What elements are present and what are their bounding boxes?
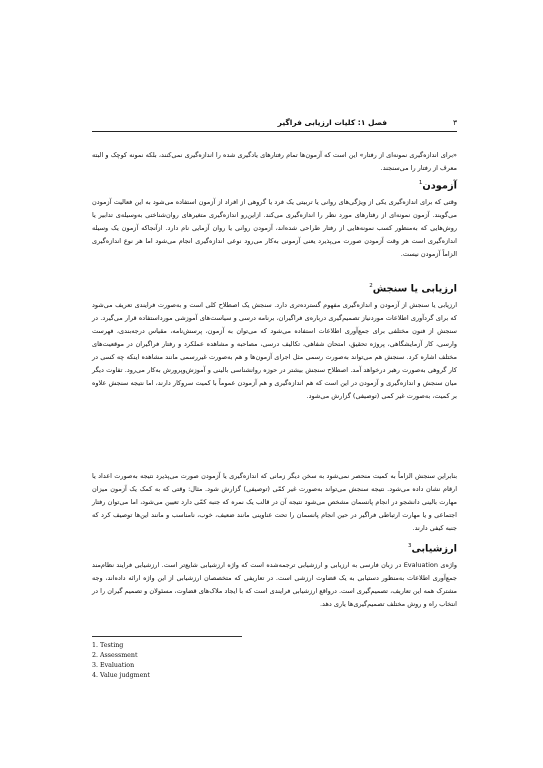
footnote-rule xyxy=(92,636,242,637)
test-paragraph: وقتی که برای اندازه‌گیری یکی از ویژگی‌های روانی یا تربیتی یک فرد یا گروهی از افراد از آزمون استفاده می‌شود به این فعالیت آزمودن می‌گویند. آزمون نمونه‌ای از رفتارهای مورد نظر را اندازه‌گیری می‌کند. ازاین‌رو اندازه‌گیری متغیرهای روان‌شناختی به‌وسیله‌ی تدابیر یا روش‌هایی که به‌منظور کسب نمونه‌هایی از رفتار طراحی شده‌اند، آزمودن روانی یا روان آزمایی نام دارد. ازآنجاکه آزمون یک وسیله اندازه‌گیری است هر وقت آزمودن صورت می‌پذیرد یعنی آزمونی به‌کار می‌رود نوعی اندازه‌گیری انجام می‌شود اما هر نوع اندازه‌گیری الزاماً آزمودن نیست. xyxy=(92,198,457,258)
footnotes xyxy=(92,641,150,681)
assessment-paragraph-2: بنابراین سنجش الزاماً به کمیت منحصر نمی‌شود به سخن دیگر زمانی که اندازه‌گیری یا آزمودن صورت می‌پذیرد نتیجه به‌صورت اعداد یا ارقام نشان داده می‌شود. نتیجه سنجش می‌تواند به‌صورت غیر کمّی (توصیفی) گزارش شود. مثال: وقتی که به کمک یک آزمون میزان مهارت بالینی دانشجو در انجام پانسمان مشخص می‌شود نتیجه آن در قالب یک نمره که جنبه کمّی دارد تعیین می‌شود، اما می‌توان رفتار اجتماعی و یا مهارت ارتباطی فراگیر در حین انجام پانسمان را تحت عناوینی مانند ضعیف، خوب، نامناسب و مانند این‌ها توصیف کرد که جنبه کیفی دارند. xyxy=(92,472,457,532)
heading-test-text: آزمودن xyxy=(422,180,457,192)
footnote-ref-2: 2 xyxy=(369,283,373,289)
evaluation-paragraph: واژه‌ی Evaluation در زبان فارسی به ارزیابی و ارزشیابی ترجمه‌شده است که واژه ارزشیابی شایع‌تر است. ارزشیابی فرایند نظام‌مند جمع‌آوری اطلاعات به‌منظور دستیابی به یک قضاوت ارزشی است. در تعاریفی که متخصصان ارزشیابی از این واژه ارائه داده‌اند، وجه مشترک همه این تعاریف، تصمیم‌گیری است. درواقع ارزشیابی فرایندی است که با ایجاد ملاک‌های قضاوت، مسئولان و تصمیم گیران را در انتخاب راه و روش مختلف تصمیم‌گیری‌ها یاری دهد. xyxy=(92,561,457,608)
footnote-2: 2. Assessment xyxy=(92,652,138,659)
assessment-paragraph-1: ارزیابی یا سنجش از آزمودن و اندازه‌گیری مفهوم گسترده‌تری دارد. سنجش یک اصطلاح کلی است و به‌صورت فرایندی تعریف می‌شود که برای گردآوری اطلاعات موردنیاز تصمیم‌گیری درباره‌ی فراگیران، برنامه درسی و سیاست‌های آموزشی مورداستفاده قرار می‌گیرد. در سنجش از فنون مختلفی برای جمع‌آوری اطلاعات استفاده می‌شود که می‌توان به آزمون، پرسش‌نامه، مقیاس درجه‌بندی، فهرست وارسی، کار آزمایشگاهی، پروژه تحقیق، امتحان شفاهی، تکالیف درسی، مصاحبه و مشاهده عملکرد و رفتار فراگیران در موقعیت‌های مختلف اشاره کرد. سنجش هم می‌تواند به‌صورت رسمی مثل اجرای آزمون‌ها و هم به‌صورت غیررسمی مانند مشاهده اینکه چه کسی در کار گروهی به‌صورت رهبر درخواهد آمد. اصطلاح سنجش بیشتر در حوزه روانشناسی بالینی و آموزش‌وپرورش به‌کار می‌رود. تفاوت دیگر میان سنجش و اندازه‌گیری و آزمودن در این است که هم اندازه‌گیری و هم آزمودن عموماً با کمیت سروکار دارند، اما نتیجه سنجش علاوه بر کمیت، به‌صورت غیر کمی (توصیفی) گزارش می‌شود. xyxy=(92,301,457,400)
footnote-ref-1: 1 xyxy=(418,180,423,186)
header-rule xyxy=(92,131,457,132)
chapter-title: فصل ۱: کلیات ارزیابی فراگیر xyxy=(277,118,387,127)
running-header xyxy=(92,118,457,132)
heading-test xyxy=(92,180,457,191)
heading-assessment-text: ارزیابی یا سنجش xyxy=(372,283,457,295)
page-number: ۳ xyxy=(452,118,457,127)
heading-evaluation-text: ارزشیابی xyxy=(411,543,457,555)
footnote-1: 1. Testing xyxy=(92,642,124,649)
heading-evaluation xyxy=(92,543,457,554)
footnote-ref-3: 3 xyxy=(407,543,412,549)
intro-paragraph: «برای اندازه‌گیری نمونه‌ای از رفتار» این است که آزمون‌ها تمام رفتارهای یادگیری شده را اندازه‌گیری نمی‌کنند، بلکه نمونه کوچک و البته معرف از رفتار را می‌سنجند. xyxy=(92,151,457,172)
footnote-3: 3. Evaluation xyxy=(92,662,135,669)
footnote-4: 4. Value judgment xyxy=(92,672,150,679)
heading-assessment xyxy=(92,283,457,294)
